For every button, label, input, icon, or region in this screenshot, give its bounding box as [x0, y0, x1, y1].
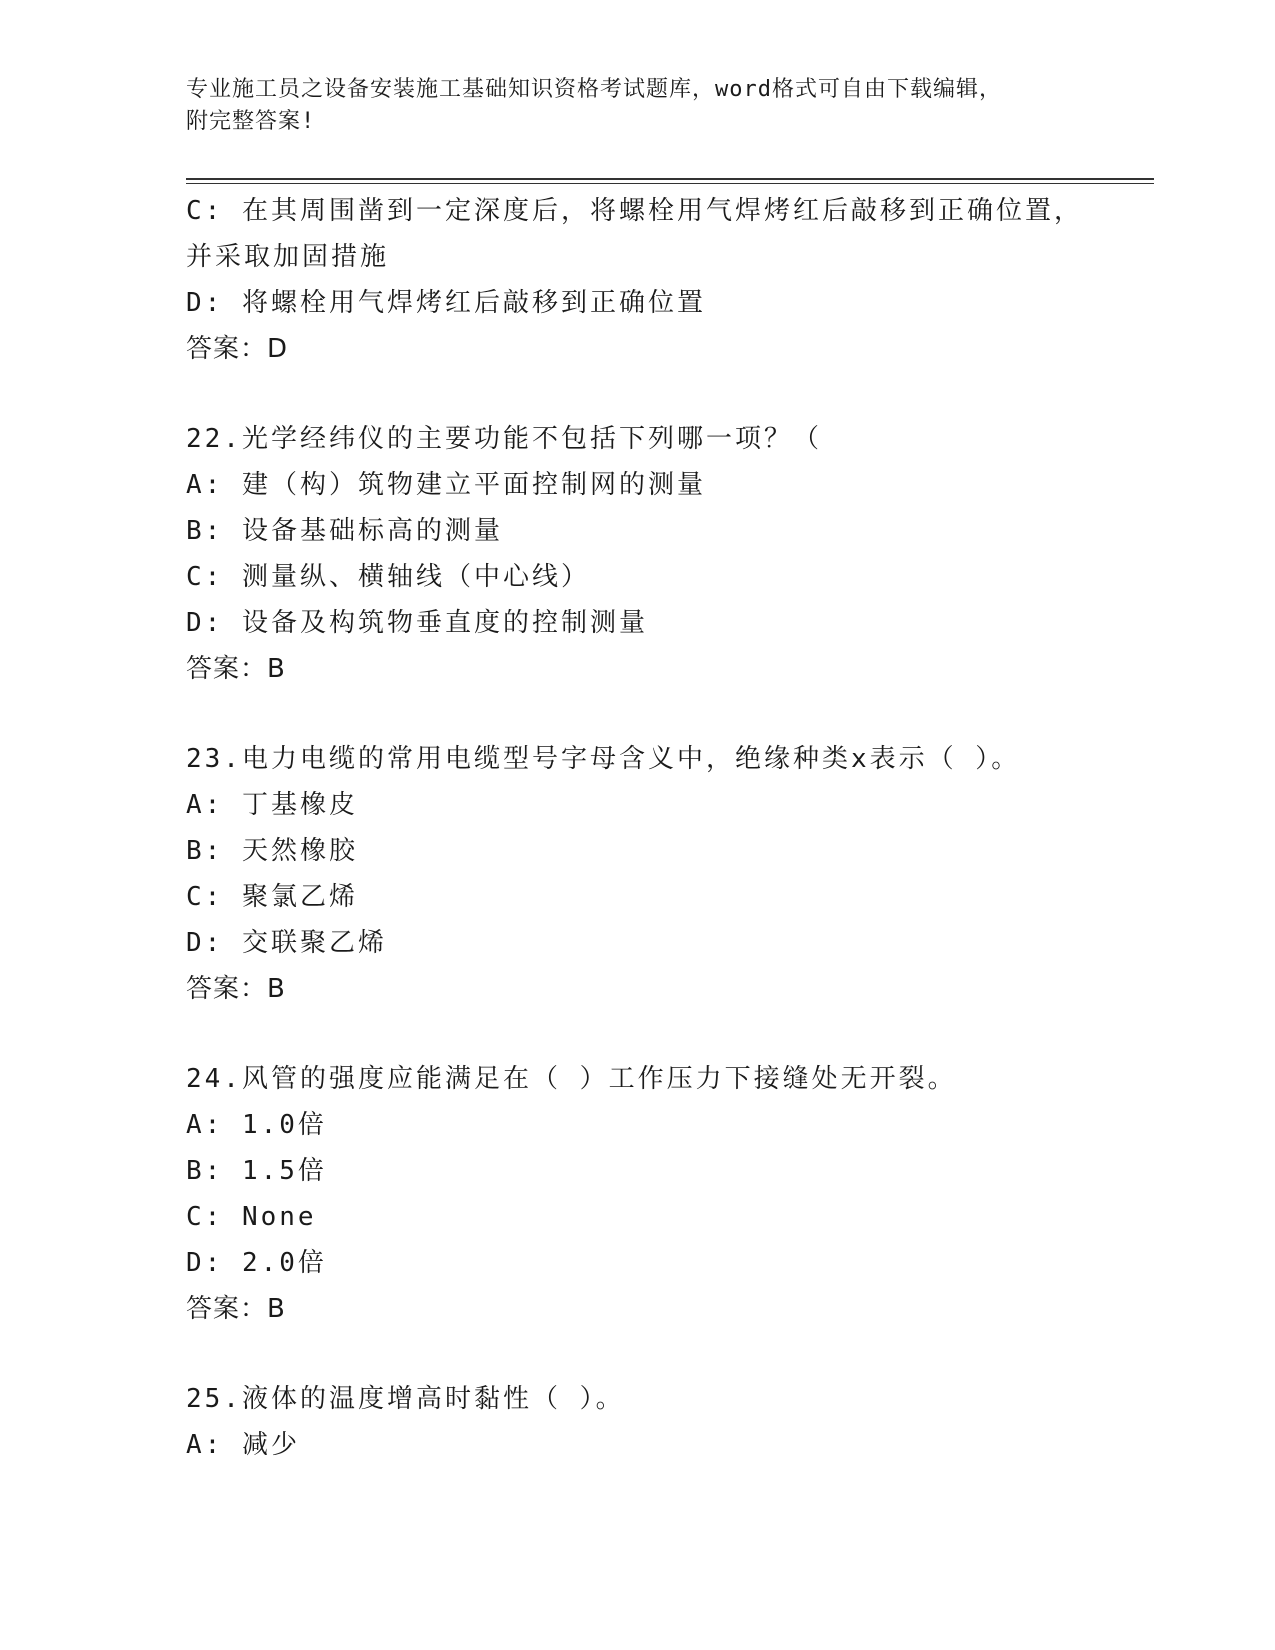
question-stem: 24.风管的强度应能满足在（ ）工作压力下接缝处无开裂。	[186, 1064, 957, 1094]
option-d: D: 将螺栓用气焊烤红后敲移到正确位置	[186, 288, 706, 318]
option-a: A: 建（构）筑物建立平面控制网的测量	[186, 470, 706, 500]
option-b: B: 设备基础标高的测量	[186, 516, 503, 546]
option-d: D: 交联聚乙烯	[186, 928, 387, 958]
answer: 答案：B	[186, 1294, 286, 1324]
option-a: A: 1.0倍	[186, 1110, 327, 1140]
option-b: B: 天然橡胶	[186, 836, 358, 866]
question-stem: 22.光学经纬仪的主要功能不包括下列哪一项？（	[186, 424, 822, 454]
option-c: C: 测量纵、横轴线（中心线）	[186, 562, 590, 592]
question-22	[186, 416, 1156, 692]
question-25	[186, 1376, 1156, 1468]
option-c-continued: 并采取加固措施	[186, 242, 390, 272]
answer: 答案：B	[186, 654, 286, 684]
header-divider	[186, 178, 1154, 180]
question-stem: 25.液体的温度增高时黏性（ ）。	[186, 1384, 625, 1414]
option-b: B: 1.5倍	[186, 1156, 327, 1186]
option-c: C: 聚氯乙烯	[186, 882, 358, 912]
header-line-1: 专业施工员之设备安装施工基础知识资格考试题库，word格式可自由下载编辑，	[186, 77, 1002, 102]
question-24	[186, 1056, 1156, 1332]
header-line-2: 附完整答案!	[186, 109, 316, 134]
document-header	[186, 74, 1146, 138]
answer: 答案：D	[186, 334, 289, 364]
option-d: D: 2.0倍	[186, 1248, 327, 1278]
option-d: D: 设备及构筑物垂直度的控制测量	[186, 608, 648, 638]
question-21-tail	[186, 188, 1156, 372]
question-stem: 23.电力电缆的常用电缆型号字母含义中，绝缘种类x表示（ ）。	[186, 744, 1021, 774]
answer: 答案：B	[186, 974, 286, 1004]
option-c: C: None	[186, 1202, 317, 1232]
header-divider-thin	[186, 183, 1154, 184]
question-list	[186, 188, 1156, 1468]
option-a: A: 减少	[186, 1430, 300, 1460]
option-c: C: 在其周围凿到一定深度后，将螺栓用气焊烤红后敲移到正确位置，	[186, 196, 1083, 226]
option-a: A: 丁基橡皮	[186, 790, 358, 820]
question-23	[186, 736, 1156, 1012]
